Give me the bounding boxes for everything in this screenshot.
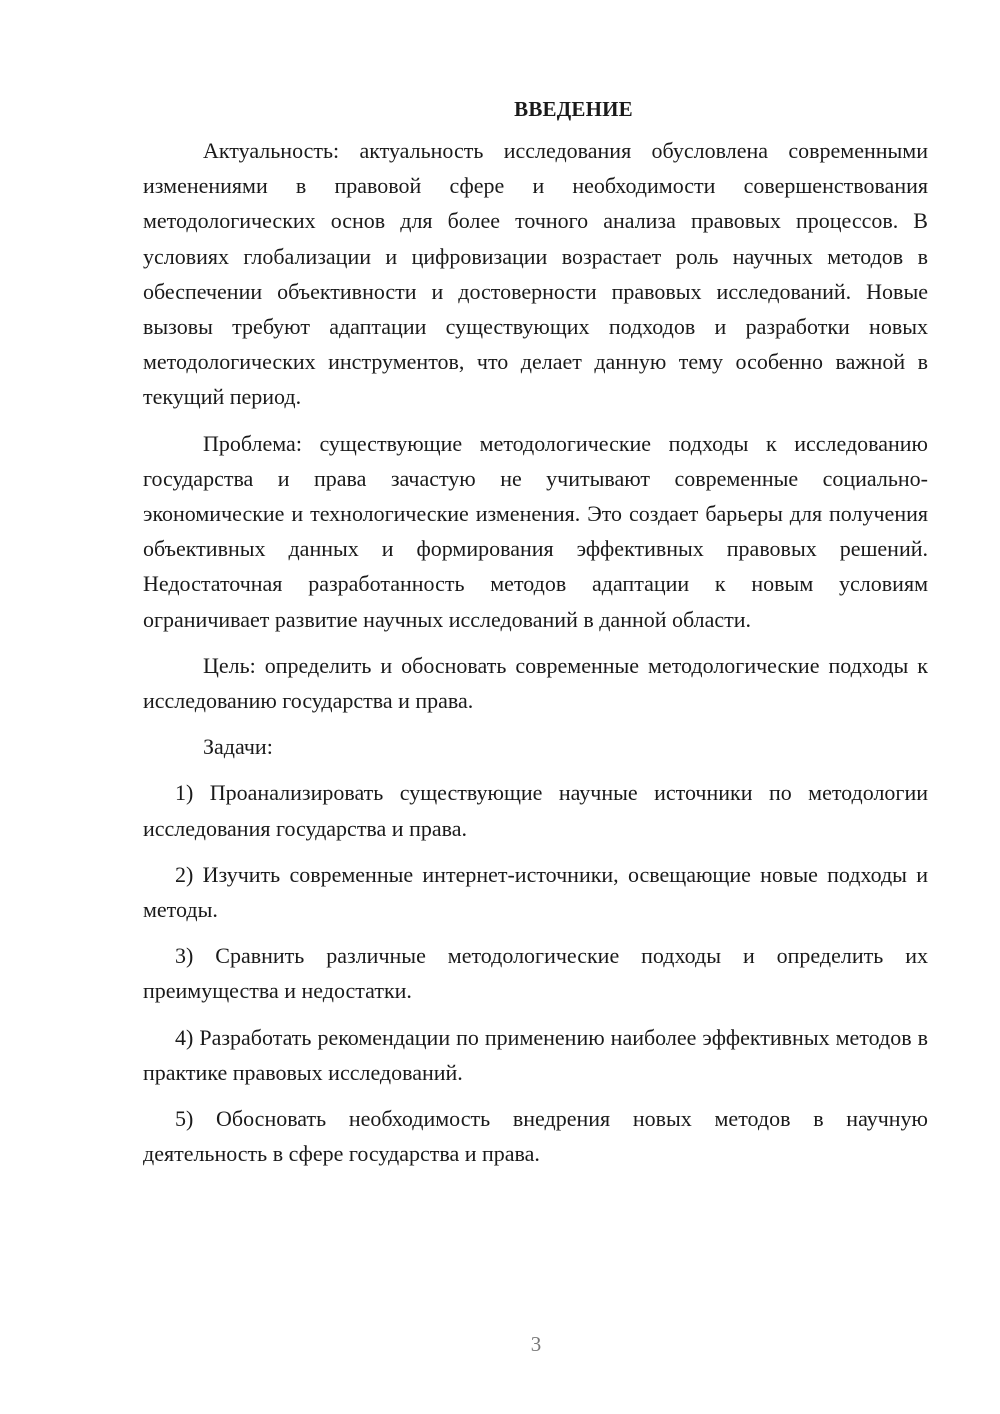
section-heading: ВВЕДЕНИЕ bbox=[514, 97, 633, 121]
list-item: 5) Обосновать необходимость внедрения новых методов в научную деятельность в сфере государства и права. bbox=[143, 1106, 928, 1167]
list-item: 4) Разработать рекомендации по применению наиболее эффективных методов в практике правовых исследований. bbox=[143, 1024, 928, 1085]
relevance-paragraph: Актуальность: актуальность исследования обусловлена современными изменениями в правовой сфере и необходимости совершенствования методологических основ для более точного анализа правовых процессов. В условиях глобализации и цифровизации возрастает роль научных методов в обеспечении объективности и достоверности правовых исследований. Новые вызовы требуют адаптации существующих подходов и разработки новых методологических инструментов, что делает данную тему особенно важной в текущий период. bbox=[143, 138, 928, 410]
problem-paragraph: Проблема: существующие методологические подходы к исследованию государства и права зачастую не учитывают современные социально-экономические и технологические изменения. Это создает барьеры для получения объективных данных и формирования эффективных правовых решений. Недостаточная разработанность методов адаптации к новым условиям ограничивает развитие научных исследований в данной области. bbox=[143, 430, 928, 632]
page-number: 3 bbox=[530, 1332, 542, 1356]
goal-paragraph: Цель: определить и обосновать современные методологические подходы к исследованию государства и права. bbox=[143, 652, 928, 714]
tasks-list bbox=[143, 775, 928, 1171]
list-item: 3) Сравнить различные методологические подходы и определить их преимущества и недостатки. bbox=[143, 943, 928, 1004]
tasks-label: Задачи: bbox=[203, 734, 273, 760]
document-page bbox=[143, 92, 928, 1171]
list-item: 1) Проанализировать существующие научные источники по методологии исследования государства и права. bbox=[143, 780, 928, 841]
list-item: 2) Изучить современные интернет-источники, освещающие новые подходы и методы. bbox=[143, 861, 928, 923]
